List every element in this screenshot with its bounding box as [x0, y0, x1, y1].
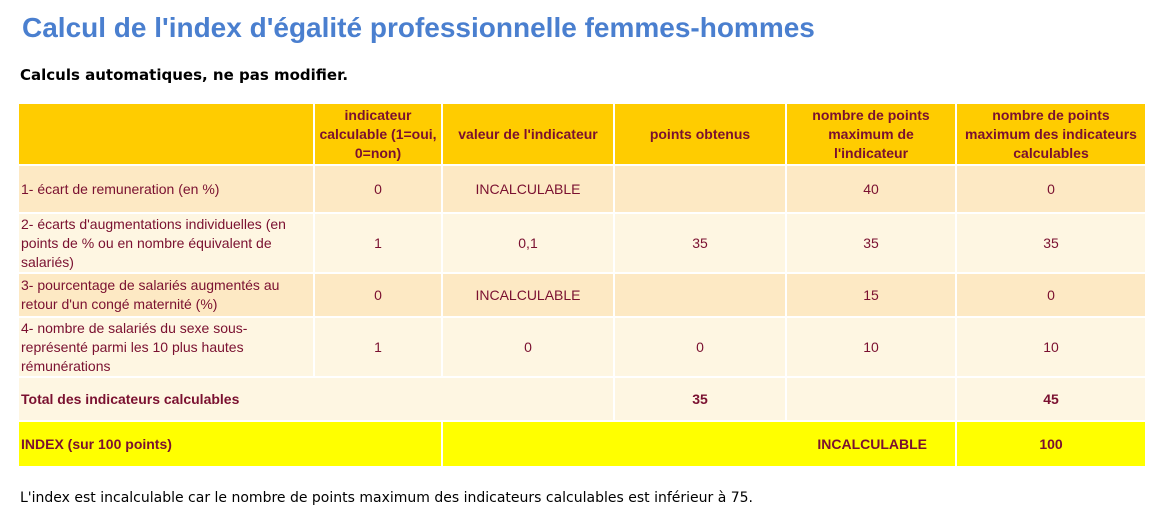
cell-max: 35	[786, 213, 956, 273]
index-row	[18, 421, 1146, 467]
cell-calculable: 1	[314, 317, 442, 377]
cell-valeur: INCALCULABLE	[442, 273, 614, 317]
index-value: INCALCULABLE	[442, 421, 956, 467]
index-label: INDEX (sur 100 points)	[18, 421, 442, 467]
header-calculable: indicateur calculable (1=oui, 0=non)	[314, 103, 442, 165]
row-label: 2- écarts d'augmentations individuelles (en points de % ou en nombre équivalent de salariés)	[18, 213, 314, 273]
cell-max-calc: 10	[956, 317, 1146, 377]
page-title: Calcul de l'index d'égalité professionnelle femmes-hommes	[22, 12, 815, 43]
table-row	[18, 317, 1146, 377]
cell-max-calc: 35	[956, 213, 1146, 273]
cell-calculable: 1	[314, 213, 442, 273]
cell-points: 0	[614, 317, 786, 377]
table-row	[18, 273, 1146, 317]
index-table	[17, 102, 1147, 468]
index-max-calc: 100	[956, 421, 1146, 467]
total-row	[18, 377, 1146, 421]
cell-max: 40	[786, 165, 956, 213]
row-label: 4- nombre de salariés du sexe sous-représenté parmi les 10 plus hautes rémunérations	[18, 317, 314, 377]
header-max-calc: nombre de points maximum des indicateurs calculables	[956, 103, 1146, 165]
cell-max: 15	[786, 273, 956, 317]
row-label: 1- écart de remuneration (en %)	[18, 165, 314, 213]
cell-valeur: INCALCULABLE	[442, 165, 614, 213]
table-row	[18, 213, 1146, 273]
cell-valeur: 0,1	[442, 213, 614, 273]
table-header-row	[18, 103, 1146, 165]
cell-calculable: 0	[314, 273, 442, 317]
cell-points	[614, 273, 786, 317]
cell-points	[614, 165, 786, 213]
footnote: L'index est incalculable car le nombre de points maximum des indicateurs calculables est inférieur à 75.	[20, 490, 754, 506]
cell-calculable: 0	[314, 165, 442, 213]
row-label: 3- pourcentage de salariés augmentés au retour d'un congé maternité (%)	[18, 273, 314, 317]
page-subtitle: Calculs automatiques, ne pas modifier.	[20, 66, 349, 84]
total-max-empty	[786, 377, 956, 421]
cell-max-calc: 0	[956, 165, 1146, 213]
cell-points: 35	[614, 213, 786, 273]
cell-max-calc: 0	[956, 273, 1146, 317]
header-points: points obtenus	[614, 103, 786, 165]
table-row	[18, 165, 1146, 213]
header-max: nombre de points maximum de l'indicateur	[786, 103, 956, 165]
header-label	[18, 103, 314, 165]
cell-max: 10	[786, 317, 956, 377]
cell-valeur: 0	[442, 317, 614, 377]
total-label: Total des indicateurs calculables	[18, 377, 614, 421]
total-points: 35	[614, 377, 786, 421]
header-valeur: valeur de l'indicateur	[442, 103, 614, 165]
total-max-calc: 45	[956, 377, 1146, 421]
